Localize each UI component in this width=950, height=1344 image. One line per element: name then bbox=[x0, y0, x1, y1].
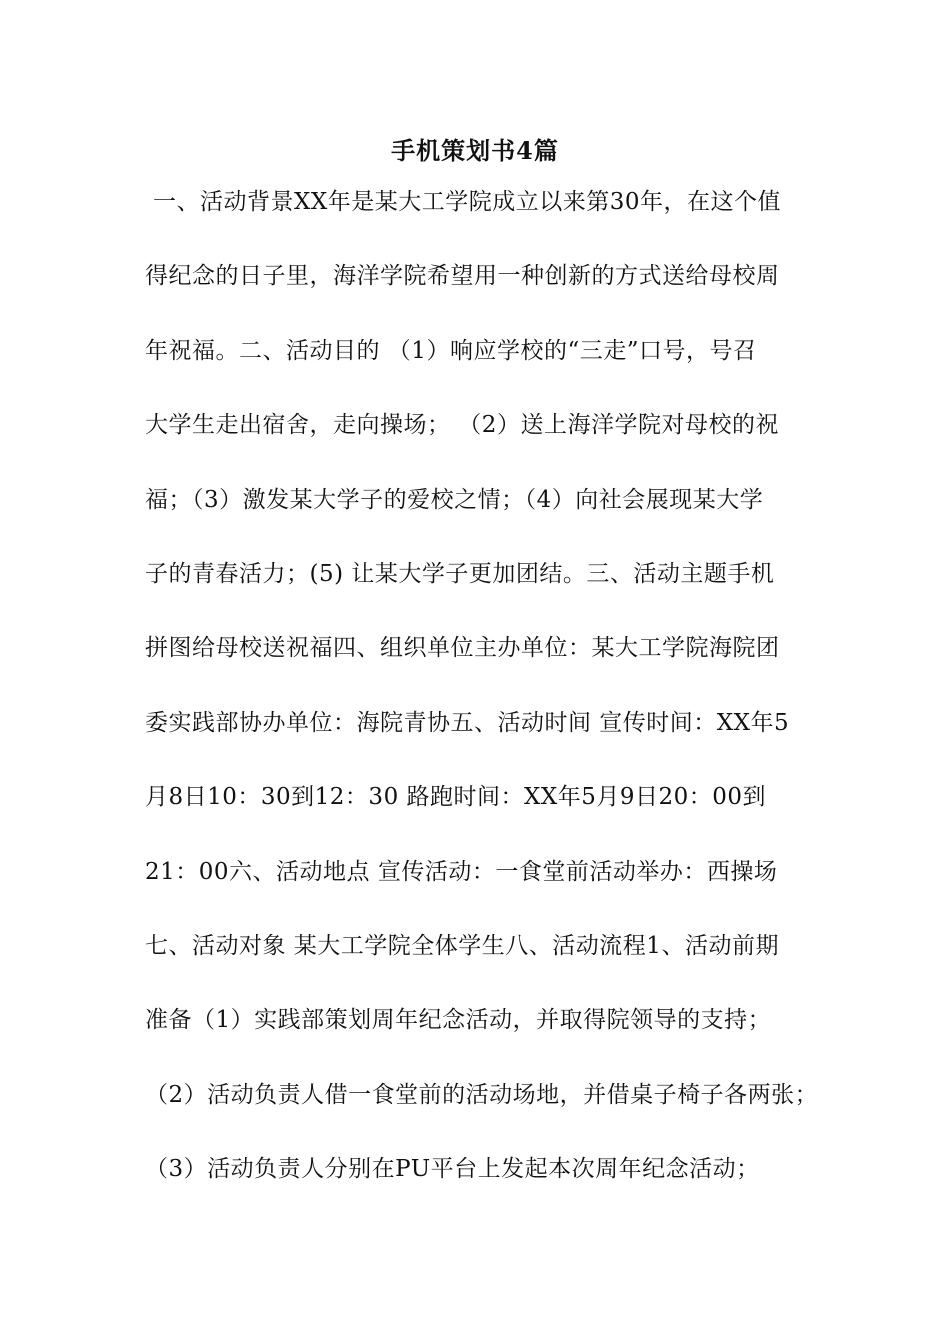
document-title: 手机策划书4篇 bbox=[391, 136, 559, 165]
body-line: 子的青春活力；(5) 让某大学子更加团结。三、活动主题手机 bbox=[145, 560, 775, 587]
body-line: 一、活动背景XX年是某大工学院成立以来第30年，在这个值 bbox=[153, 189, 782, 215]
body-line: 准备（1）实践部策划周年纪念活动，并取得院领导的支持； bbox=[145, 1007, 772, 1034]
body-line: 拼图给母校送祝福四、组织单位主办单位：某大工学院海院团 bbox=[145, 635, 780, 662]
body-line: （3）活动负责人分别在PU平台上发起本次周年纪念活动； bbox=[145, 1156, 760, 1183]
body-line: （2）活动负责人借一食堂前的活动场地，并借桌子椅子各两张； bbox=[145, 1081, 819, 1108]
body-line: 委实践部协办单位：海院青协五、活动时间 宣传时间：XX年5 bbox=[145, 709, 790, 736]
body-line: 21：00六、活动地点 宣传活动：一食堂前活动举办：西操场 bbox=[145, 858, 778, 885]
body-line: 月8日10：30到12：30 路跑时间：XX年5月9日20：00到 bbox=[145, 784, 767, 811]
body-line: 七、活动对象 某大工学院全体学生八、活动流程1、活动前期 bbox=[145, 932, 779, 959]
body-line: 大学生走出宿舍，走向操场； （2）送上海洋学院对母校的祝 bbox=[145, 412, 779, 439]
body-line: 得纪念的日子里，海洋学院希望用一种创新的方式送给母校周 bbox=[145, 263, 780, 290]
body-line: 年祝福。二、活动目的 （1）响应学校的“三走”口号，号召 bbox=[145, 337, 757, 364]
document-body bbox=[145, 182, 835, 1223]
body-line: 福；（3）激发某大学子的爱校之情；（4）向社会展现某大学 bbox=[145, 486, 764, 513]
